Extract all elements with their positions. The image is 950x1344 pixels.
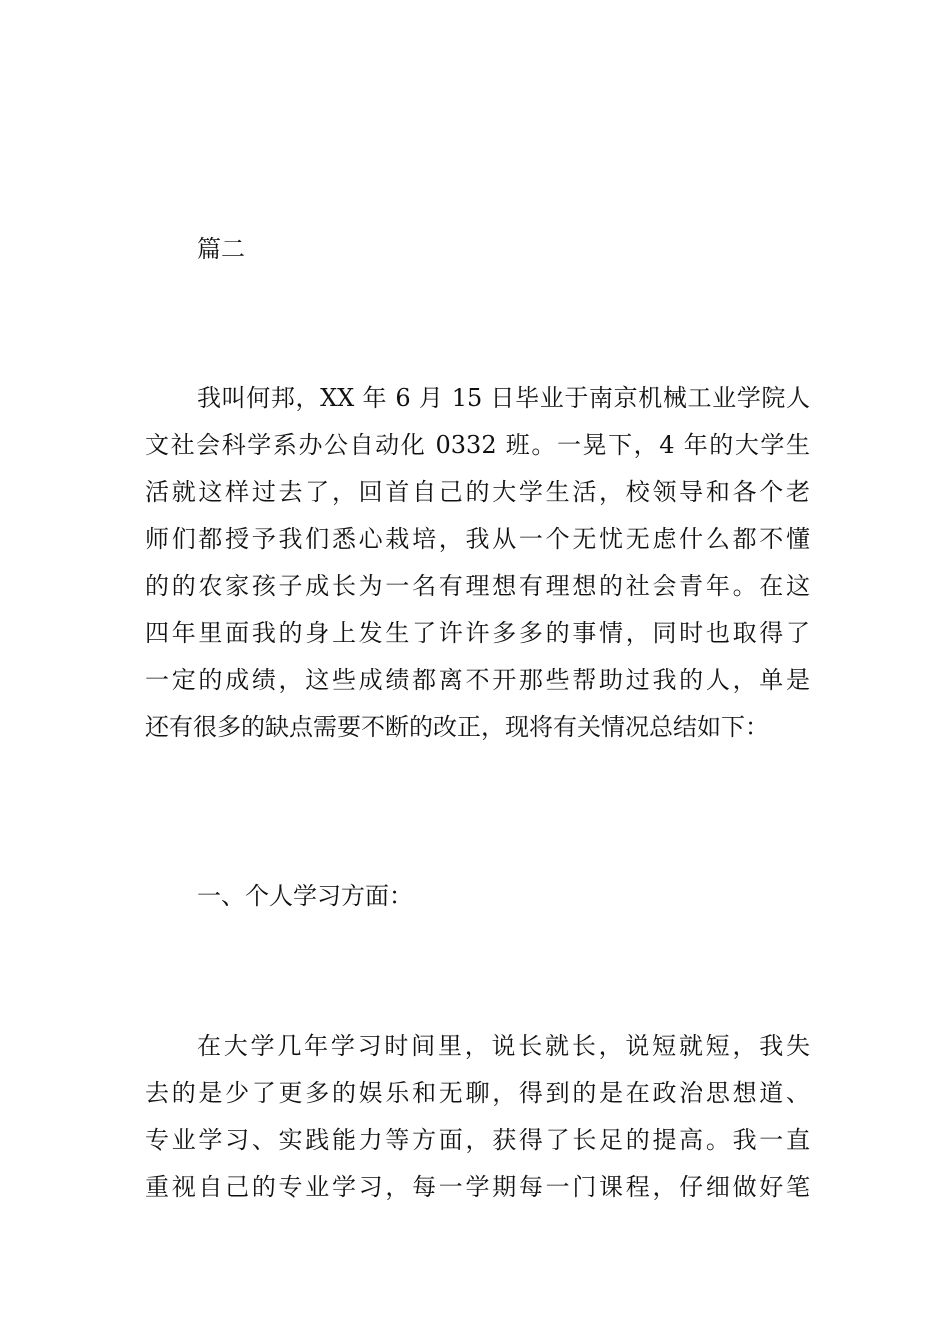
paragraph-line: 文社会科学系办公自动化 0332 班。一晃下，4 年的大学生 (145, 431, 810, 459)
paragraph-study (145, 1023, 810, 1211)
section-subheading: 一、个人学习方面： (197, 882, 413, 910)
paragraph-line: 专业学习、实践能力等方面，获得了长足的提高。我一直 (145, 1126, 810, 1154)
paragraph-line: 我叫何邦，XX 年 6 月 15 日毕业于南京机械工业学院人 (197, 384, 810, 412)
paragraph-line: 活就这样过去了，回首自己的大学生活，校领导和各个老 (145, 478, 810, 506)
paragraph-line: 在大学几年学习时间里，说长就长，说短就短，我失 (197, 1032, 810, 1060)
paragraph-line: 的的农家孩子成长为一名有理想有理想的社会青年。在这 (145, 572, 810, 600)
paragraph-line: 还有很多的缺点需要不断的改正，现将有关情况总结如下： (145, 713, 769, 741)
paragraph-intro (145, 375, 810, 751)
paragraph-line: 一定的成绩，这些成绩都离不开那些帮助过我的人，单是 (145, 666, 810, 694)
section-title: 篇二 (197, 235, 245, 263)
paragraph-line: 四年里面我的身上发生了许许多多的事情，同时也取得了 (145, 619, 810, 647)
paragraph-line: 师们都授予我们悉心栽培，我从一个无忧无虑什么都不懂 (145, 525, 810, 553)
paragraph-line: 重视自己的专业学习，每一学期每一门课程，仔细做好笔 (145, 1173, 810, 1201)
paragraph-line: 去的是少了更多的娱乐和无聊，得到的是在政治思想道、 (145, 1079, 810, 1107)
